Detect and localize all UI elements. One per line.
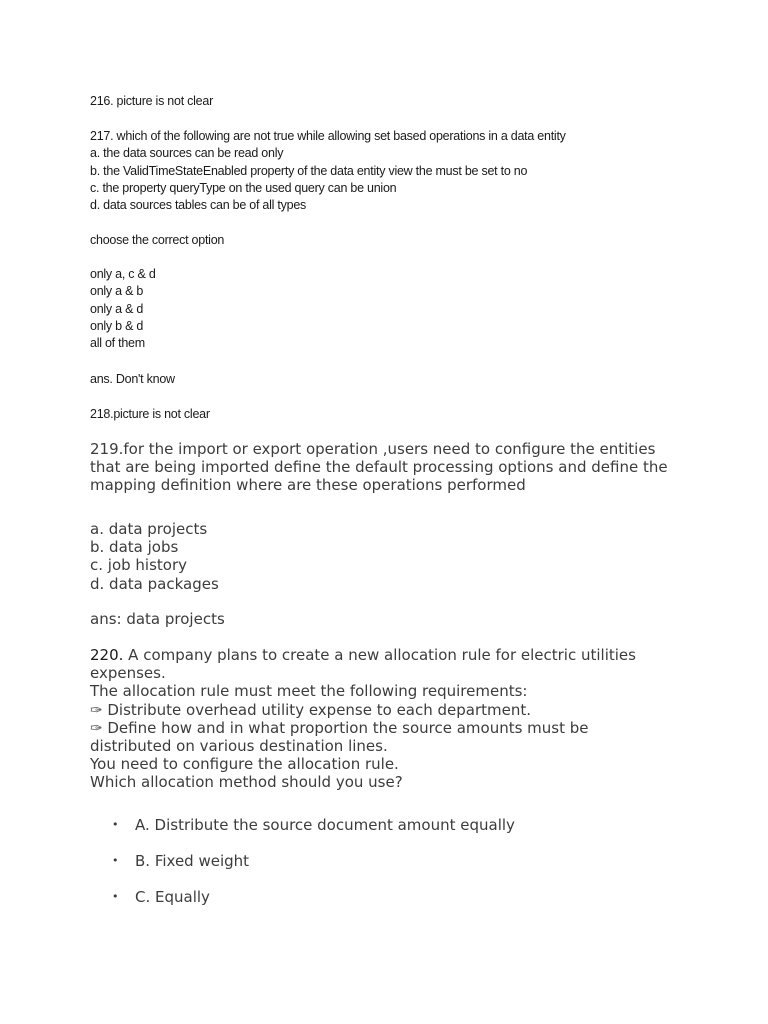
q219-question-line-1: 219.for the import or export operation ,users need to configure the entities — [90, 440, 656, 458]
q217-choice-1: only a, c & d — [90, 267, 156, 281]
bullet-icon: • — [112, 818, 119, 831]
q219-option-c: c. job history — [90, 556, 188, 575]
q217-option-d: d. data sources tables can be of all types — [90, 198, 307, 213]
pencil-arrow-icon: ✑ — [90, 718, 103, 737]
q217-choices — [90, 266, 156, 352]
q220-line-1 — [90, 646, 636, 664]
q220-intro: A company plans to create a new allocation rule for electric utilities — [123, 646, 636, 664]
q220-requirement-2: Define how and in what proportion the source amounts must be — [107, 718, 589, 737]
q217-option-b: b. the ValidTimeStateEnabled property of the data entity view the must be set to no — [90, 163, 528, 178]
q217-answer: ans. Don't know — [90, 372, 175, 386]
q216-text: 216. picture is not clear — [90, 94, 213, 108]
q219-question-line-3: mapping definition where are these operations performed — [90, 476, 526, 495]
q219-question-line-2: that are being imported define the default processing options and define the — [90, 458, 668, 477]
q220-option-a-text: A. Distribute the source document amount equally — [135, 816, 515, 834]
q219-answer: ans: data projects — [90, 610, 225, 628]
q220-line-3: The allocation rule must meet the following requirements: — [90, 682, 528, 701]
q217-prompt: choose the correct option — [90, 233, 225, 247]
q219-option-d: d. data packages — [90, 574, 219, 593]
q217-option-a: a. the data sources can be read only — [90, 146, 284, 161]
bullet-icon: • — [112, 890, 119, 903]
q220-line-7: You need to configure the allocation rule. — [90, 755, 399, 774]
q217-question: 217. which of the following are not true while allowing set based operations in a data entity — [90, 129, 566, 143]
q220-requirement-1: Distribute overhead utility expense to each department. — [107, 700, 532, 719]
q217-choice-3: only a & d — [90, 301, 144, 316]
q217-choice-2: only a & b — [90, 284, 144, 299]
q217-option-c: c. the property queryType on the used query can be union — [90, 180, 397, 195]
q218-text: 218.picture is not clear — [90, 407, 210, 421]
q219-option-a: a. data projects — [90, 520, 208, 538]
q217-choice-4: only b & d — [90, 318, 144, 333]
q220-block — [90, 646, 636, 792]
q219-options — [90, 520, 219, 593]
q219-option-b: b. data jobs — [90, 538, 179, 557]
q220-line-4 — [90, 701, 636, 719]
q220-option-b-text: B. Fixed weight — [135, 852, 250, 870]
q220-line-2: expenses. — [90, 664, 166, 683]
bullet-icon: • — [112, 854, 119, 867]
q219-question — [90, 440, 668, 495]
q220-line-5 — [90, 719, 636, 737]
q217-choice-5: all of them — [90, 336, 145, 351]
q217-block — [90, 128, 566, 214]
q220-option-c-text: C. Equally — [135, 888, 210, 906]
q220-number: 220. — [90, 646, 124, 664]
q220-line-8: Which allocation method should you use? — [90, 773, 403, 792]
pencil-arrow-icon: ✑ — [90, 700, 103, 719]
q220-line-6: distributed on various destination lines. — [90, 737, 388, 756]
